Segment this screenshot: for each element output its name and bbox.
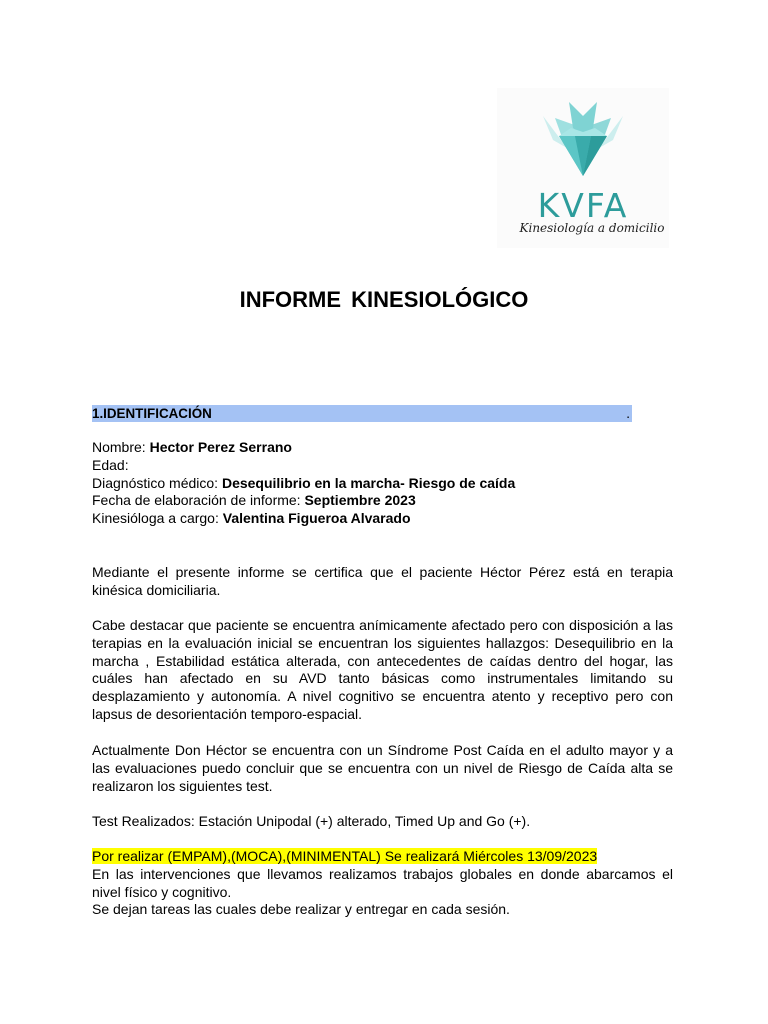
- paragraph-highlight: [92, 848, 673, 866]
- paragraph-hallazgos: [92, 617, 673, 724]
- paragraph-certificacion: [92, 564, 673, 600]
- field-label: Kinesióloga a cargo:: [92, 510, 223, 527]
- section-header-label: 1.IDENTIFICACIÓN: [92, 406, 212, 421]
- field-label: Nombre:: [92, 439, 150, 455]
- field-value: Valentina Figueroa Alvarado: [222, 510, 411, 527]
- lotus-diamond-icon: [497, 88, 669, 188]
- paragraph-text: Cabe destacar que paciente se encuentra anímicamente afectado pero con disposición a las terapias en la evaluación inicial se encuentran los siguientes hallazgos: Desequilibrio en la marcha , Estabilidad estática alterada, con antecedentes de caídas dentro del hogar, las cuáles han afectado en su AVD tanto básicas como instrumentales limitando su desplazamiento y autonomía. A nivel cognitivo se encuentra atento y receptivo pero con lapsus de desorientación temporo-espacial.: [92, 617, 673, 722]
- paragraph-text: Se dejan tareas las cuales debe realizar y entregar en cada sesión.: [92, 901, 510, 918]
- field-kinesiologa: [92, 510, 682, 528]
- report-title: INFORME KINESIOLÓGICO: [239, 287, 529, 312]
- field-label: Fecha de elaboración de informe:: [92, 492, 305, 509]
- kvfa-logo: [497, 88, 669, 248]
- field-edad: [92, 457, 682, 475]
- field-value: Septiembre 2023: [304, 492, 416, 509]
- paragraph-text: Actualmente Don Héctor se encuentra con un Síndrome Post Caída en el adulto mayor y a las evaluaciones puedo concluir que se encuentra con un nivel de Riesgo de Caída alta se realizaron los siguientes test.: [92, 742, 673, 794]
- field-fecha: [92, 492, 682, 510]
- field-value: Hector Perez Serrano: [149, 439, 292, 455]
- field-label: Edad:: [92, 456, 129, 473]
- highlighted-text: Por realizar (EMPAM),(MOCA),(MINIMENTAL) Se realizará Miércoles 13/09/2023: [92, 848, 598, 864]
- paragraph-pendientes: [92, 848, 673, 919]
- field-label: Diagnóstico médico:: [92, 474, 222, 491]
- section-header-dot: .: [626, 406, 630, 421]
- paragraph-text: Mediante el presente informe se certifica que el paciente Héctor Pérez está en terapia kinésica domiciliaria.: [92, 564, 673, 598]
- field-value: Desequilibrio en la marcha- Riesgo de caída: [221, 474, 516, 491]
- field-nombre: [92, 439, 682, 457]
- section-header-identification: [92, 405, 632, 422]
- logo-tagline: Kinesiología a domicilio: [519, 221, 665, 235]
- identification-fields: [92, 439, 682, 528]
- paragraph-text: En las intervenciones que llevamos realizamos trabajos globales en donde abarcamos el nivel físico y cognitivo.: [92, 865, 673, 900]
- field-diagnostico: [92, 475, 682, 493]
- paragraph-tests: [92, 813, 673, 831]
- paragraph-text: Test Realizados: Estación Unipodal (+) alterado, Timed Up and Go (+).: [92, 813, 531, 829]
- paragraph-sindrome: [92, 742, 673, 795]
- logo-brand: KVFA: [537, 186, 629, 225]
